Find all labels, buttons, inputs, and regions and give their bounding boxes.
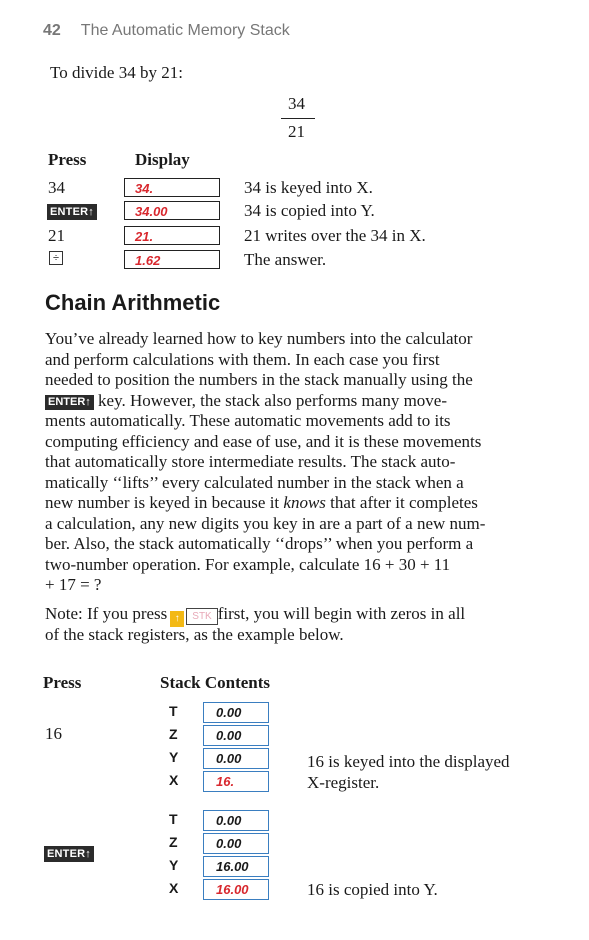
para-line (45, 391, 545, 412)
divide-key-icon: ÷ (49, 251, 63, 265)
display-box-21: 21. (124, 226, 220, 245)
register-label-t: T (169, 811, 178, 827)
stack-value-y: 16.00 (203, 856, 269, 877)
press-21: 21 (48, 226, 65, 245)
fraction-denominator: 21 (288, 122, 305, 141)
italic-word: knows (283, 493, 326, 512)
para-line: two-number operation. For example, calculate 16 + 30 + 11 (45, 554, 451, 574)
display-column-header: Display (135, 150, 190, 169)
para-line-text: that after it completes (330, 493, 478, 512)
note-prefix: Note: If you press (45, 604, 168, 623)
note-line-2: of the stack registers, as the example below. (45, 625, 344, 644)
page-number: 42 (43, 22, 61, 39)
note-row-4: The answer. (244, 250, 327, 269)
stack-value-x: 16. (203, 771, 269, 792)
para-line: ments automatically. These automatic movements add to its (45, 411, 451, 430)
para-line (45, 493, 545, 514)
fraction-bar (281, 118, 315, 119)
para-line: You’ve already learned how to key numbers into the calculator (45, 329, 473, 348)
note-line-1 (45, 604, 465, 627)
group1-note-line2: X-register. (307, 773, 380, 792)
press-column-header: Press (48, 150, 87, 169)
page-header (43, 22, 290, 40)
para-line: ber. Also, the stack automatically ‘‘drops’’ when you perform a (45, 534, 474, 553)
press-34: 34 (48, 178, 65, 197)
group1-note-line1: 16 is keyed into the displayed (307, 752, 510, 771)
note-suffix: first, you will begin with zeros in all (217, 604, 466, 623)
stk-key: STK (186, 608, 217, 625)
register-label-z: Z (169, 726, 178, 742)
para-line: and perform calculations with them. In each case you first (45, 349, 440, 369)
register-label-z: Z (169, 834, 178, 850)
display-box-34-00: 34.00 (124, 201, 220, 220)
register-label-t: T (169, 703, 178, 719)
para-line: computing efficiency and ease of use, and it is these movements (45, 431, 482, 451)
enter-key-inline: ENTER↑ (45, 395, 94, 410)
stack-value-z: 0.00 (203, 833, 269, 854)
register-label-x: X (169, 772, 179, 788)
chain-arithmetic-paragraph (45, 329, 545, 596)
enter-key-2: ENTER↑ (44, 846, 94, 862)
stack-contents-header: Stack Contents (160, 673, 271, 692)
stack-value-z: 0.00 (203, 725, 269, 746)
stack-value-t: 0.00 (203, 702, 269, 723)
fraction-numerator: 34 (288, 94, 305, 113)
section-heading: Chain Arithmetic (45, 290, 221, 315)
register-label-y: Y (169, 749, 179, 765)
note-row-2: 34 is copied into Y. (244, 201, 375, 220)
para-line: that automatically store intermediate results. The stack auto- (45, 452, 456, 471)
shift-key-icon: ↑ (170, 611, 184, 627)
para-line-text: key. However, the stack also performs many move- (98, 390, 447, 410)
press-column-header-2: Press (43, 673, 82, 692)
press-16: 16 (45, 724, 62, 743)
intro-text: To divide 34 by 21: (50, 63, 183, 82)
group2-note: 16 is copied into Y. (307, 880, 438, 899)
display-box-34: 34. (124, 178, 220, 197)
para-line-text: new number is keyed in because it (45, 493, 280, 512)
display-box-1-62: 1.62 (124, 250, 220, 269)
para-line: + 17 = ? (45, 575, 102, 594)
stack-value-t: 0.00 (203, 810, 269, 831)
note-row-3: 21 writes over the 34 in X. (244, 226, 426, 245)
stack-value-x: 16.00 (203, 879, 269, 900)
para-line: a calculation, any new digits you key in are a part of a new num- (45, 513, 486, 533)
register-label-x: X (169, 880, 179, 896)
stack-value-y: 0.00 (203, 748, 269, 769)
note-row-1: 34 is keyed into X. (244, 178, 373, 197)
para-line: matically ‘‘lifts’’ every calculated number in the stack when a (45, 472, 464, 492)
para-line: needed to position the numbers in the stack manually using the (45, 370, 473, 389)
register-label-y: Y (169, 857, 179, 873)
enter-key: ENTER↑ (47, 204, 97, 220)
running-title: The Automatic Memory Stack (80, 22, 290, 39)
